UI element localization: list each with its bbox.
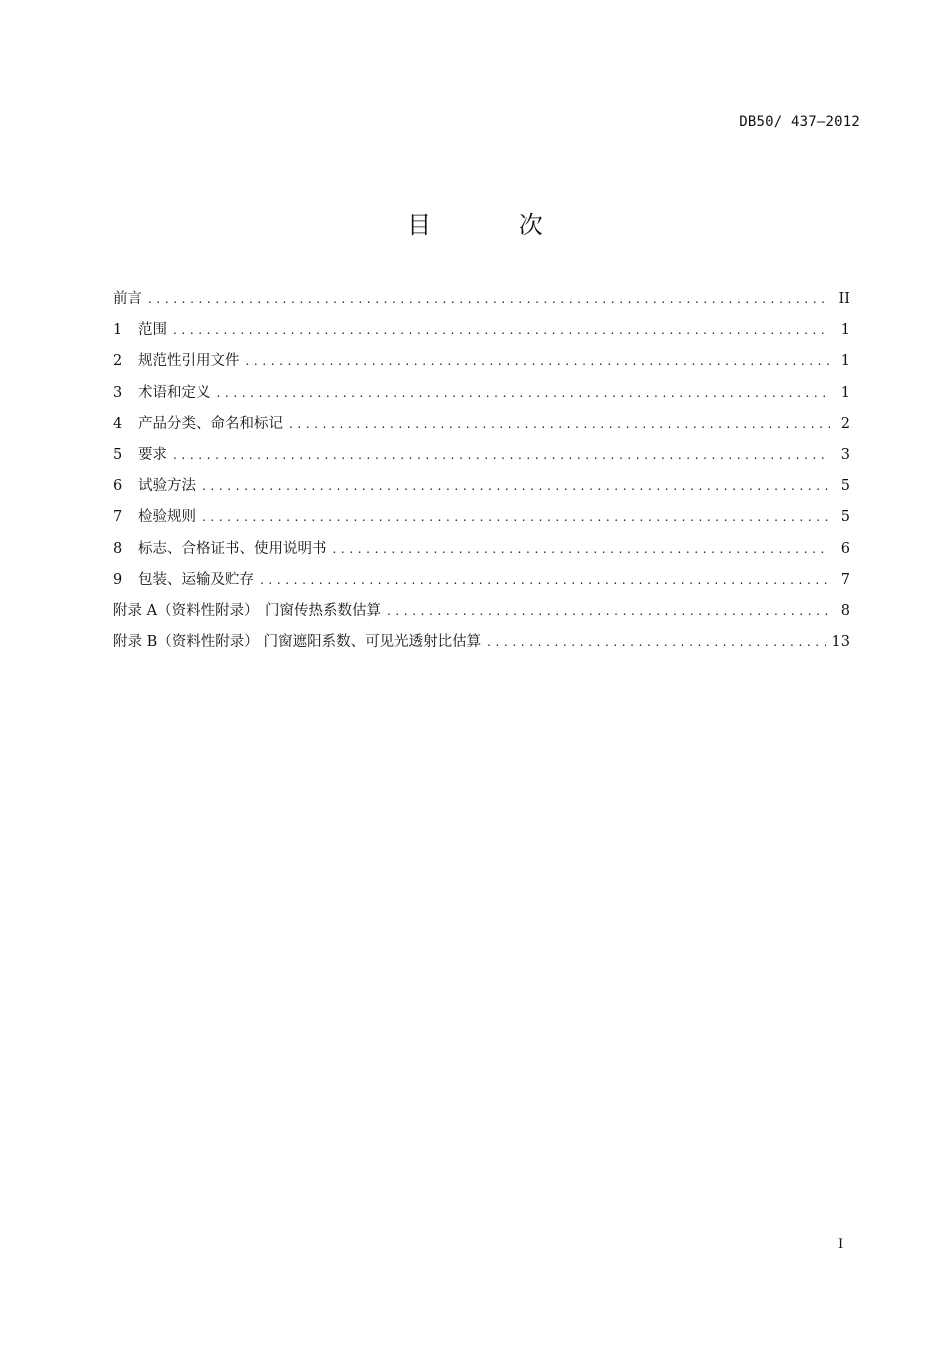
toc-leader-dots [202,471,830,502]
toc-entry-page: 1 [840,353,850,370]
toc-entry-label: 检验规则 [138,509,196,526]
toc-entry-label: 试验方法 [138,478,196,495]
toc-entry-label: 范围 [138,322,167,339]
toc-entry-8[interactable] [113,534,850,565]
toc-leader-dots [246,346,831,377]
toc-leader-dots [173,315,830,346]
toc-entry-label: 规范性引用文件 [138,353,240,370]
toc-entry-7[interactable] [113,502,850,533]
toc-entry-page: II [838,291,850,307]
table-of-contents [113,284,850,658]
toc-entry-2[interactable] [113,346,850,377]
toc-entry-6[interactable] [113,471,850,502]
toc-entry-label: 附录 A（资料性附录） [113,602,259,619]
toc-entry-label: 要求 [138,446,167,463]
toc-entry-3[interactable] [113,378,850,409]
toc-entry-number: 6 [113,478,123,495]
toc-leader-dots [148,284,830,315]
toc-entry-page: 13 [831,634,850,651]
toc-leader-dots [333,534,831,565]
toc-leader-dots [202,502,830,533]
toc-entry-5[interactable] [113,440,850,471]
toc-entry-label: 产品分类、命名和标记 [138,415,283,432]
toc-entry-label: 前言 [113,291,142,307]
toc-entry-number: 4 [113,415,123,432]
toc-entry-number: 9 [113,571,123,588]
toc-entry-page: 1 [840,322,850,339]
toc-leader-dots [260,565,830,596]
toc-entry-page: 8 [840,602,850,619]
toc-entry-4[interactable] [113,409,850,440]
toc-leader-dots [387,596,830,627]
toc-entry-label: 术语和定义 [138,384,211,401]
toc-leader-dots [487,627,825,658]
toc-entry-page: 1 [840,384,850,401]
toc-entry-1[interactable] [113,315,850,346]
toc-entry-page: 5 [840,509,850,526]
toc-entry-appendix-b[interactable] [113,627,850,658]
toc-entry-number: 3 [113,384,123,401]
toc-entry-number: 5 [113,446,123,463]
toc-entry-sublabel: 门窗传热系数估算 [264,602,381,619]
page-header-doc-code: DB50/ 437—2012 [739,114,860,130]
toc-entry-label: 标志、合格证书、使用说明书 [138,540,327,557]
toc-entry-page: 2 [840,415,850,432]
toc-entry-page: 3 [840,446,850,463]
toc-entry-9[interactable] [113,565,850,596]
toc-leader-dots [173,440,830,471]
toc-entry-label: 附录 B（资料性附录） [113,634,259,651]
toc-entry-sublabel: 门窗遮阳系数、可见光透射比估算 [263,634,482,651]
page-number: I [838,1237,844,1252]
toc-entry-page: 7 [840,571,850,588]
toc-entry-number: 8 [113,540,123,557]
toc-entry-number: 7 [113,509,123,526]
toc-entry-label: 包装、运输及贮存 [138,571,254,588]
toc-entry-foreword[interactable] [113,284,850,315]
toc-title: 目 次 [407,211,583,239]
toc-entry-page: 6 [840,540,850,557]
toc-entry-number: 2 [113,353,123,370]
toc-leader-dots [289,409,830,440]
toc-leader-dots [217,378,831,409]
toc-entry-number: 1 [113,322,123,339]
toc-entry-page: 5 [840,478,850,495]
toc-entry-appendix-a[interactable] [113,596,850,627]
